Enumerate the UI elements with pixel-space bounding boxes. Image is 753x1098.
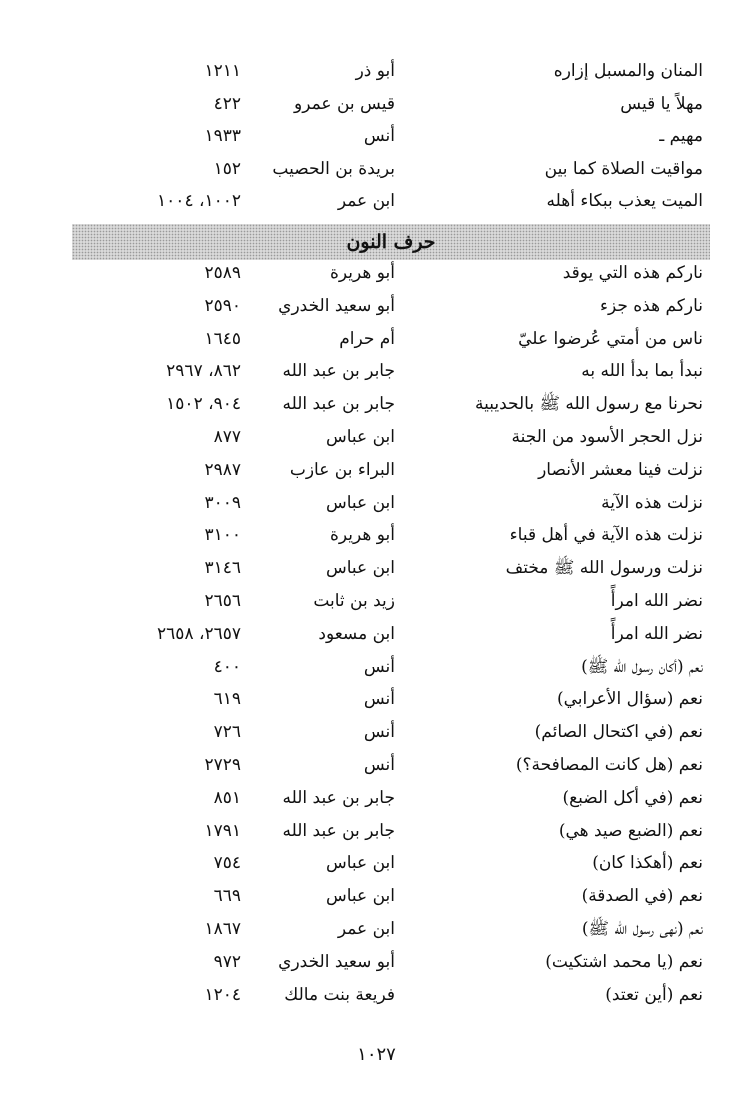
narrator: فريعة بنت مالك (284, 984, 395, 1005)
section-header-band (72, 224, 710, 260)
hadith-numbers: ١٢١١ (204, 61, 241, 81)
hadith-text: ناس من أمتي عُرضوا عليّ (518, 328, 703, 349)
hadith-numbers: ٨٧٧ (213, 427, 241, 447)
narrator: أنس (363, 126, 395, 146)
hadith-numbers: ٣١٤٦ (204, 558, 241, 579)
hadith-text: نعم (نهى رسول الله ﷺ) (581, 919, 703, 939)
narrator: بريدة بن الحصيب (272, 158, 395, 179)
hadith-text: الميت يعذب ببكاء أهله (546, 191, 703, 211)
index-row (0, 355, 753, 388)
hadith-numbers: ١٥٢ (213, 158, 241, 179)
page-number: ١٠٢٧ (357, 1044, 396, 1065)
hadith-text: نزلت ورسول الله ﷺ مختف (505, 558, 703, 579)
hadith-text: نعم (سؤال الأعرابي) (557, 689, 703, 710)
hadith-text: مهلاً يا قيس (620, 93, 703, 114)
hadith-numbers: ٧٢٦ (213, 722, 241, 743)
narrator: أبو هريرة (329, 263, 395, 283)
hadith-text: نعم (الضبع صيد هي) (558, 820, 703, 841)
index-row (0, 323, 753, 356)
hadith-numbers: ٨٦٢، ٢٩٦٧ (166, 361, 241, 382)
hadith-numbers: ٨٥١ (213, 787, 241, 808)
hadith-text: نعم (أكان رسول الله ﷺ) (581, 656, 703, 677)
hadith-text: نعم (في أكل الضبع) (562, 787, 703, 808)
index-row (0, 421, 753, 454)
index-row (0, 388, 753, 421)
hadith-numbers: ٢٦٥٦ (204, 591, 241, 611)
hadith-numbers: ٢٦٥٧، ٢٦٥٨ (157, 623, 241, 644)
index-row (0, 815, 753, 848)
hadith-numbers: ٦١٩ (213, 689, 241, 710)
index-row (0, 716, 753, 749)
narrator: قيس بن عمرو (294, 93, 395, 114)
hadith-text: نزلت هذه الآية (601, 492, 703, 513)
index-row (0, 552, 753, 585)
narrator: أنس (363, 755, 395, 775)
narrator: جابر بن عبد الله (282, 394, 395, 415)
index-row (0, 880, 753, 913)
hadith-numbers: ٣٠٠٩ (204, 492, 241, 513)
hadith-numbers: ٢٥٨٩ (204, 263, 241, 283)
hadith-numbers: ٦٦٩ (213, 886, 241, 907)
index-row (0, 946, 753, 979)
hadith-text: نزلت هذه الآية في أهل قباء (509, 525, 703, 546)
index-row (0, 782, 753, 815)
hadith-numbers: ٤٢٢ (213, 93, 241, 114)
index-row (0, 257, 753, 290)
hadith-numbers: ١٩٣٣ (204, 126, 241, 146)
narrator: جابر بن عبد الله (282, 787, 395, 808)
hadith-text: نبدأ بما بدأ الله به (581, 361, 703, 382)
index-row (0, 651, 753, 684)
index-row (0, 847, 753, 880)
hadith-numbers: ٢٩٨٧ (204, 459, 241, 480)
index-row (0, 290, 753, 323)
hadith-text: نعم (في الصدقة) (581, 886, 703, 907)
narrator: ابن عباس (325, 886, 395, 907)
hadith-numbers: ١٦٤٥ (204, 328, 241, 349)
narrator: أنس (363, 689, 395, 710)
hadith-numbers: ٢٥٩٠ (204, 295, 241, 316)
narrator: ابن عباس (325, 427, 395, 447)
narrator: ابن عمر (337, 919, 395, 939)
hadith-text: مواقيت الصلاة كما بين (544, 158, 703, 179)
hadith-text: نحرنا مع رسول الله ﷺ بالحديبية (474, 394, 703, 415)
narrator: ابن عباس (325, 853, 395, 874)
index-row (0, 185, 753, 218)
index-row (0, 120, 753, 153)
narrator: أنس (363, 656, 395, 677)
narrator: ابن عمر (337, 191, 395, 211)
hadith-text: مهيم ـ (659, 126, 703, 146)
narrator: ابن عباس (325, 558, 395, 579)
index-row (0, 88, 753, 121)
index-row (0, 454, 753, 487)
hadith-text: المنان والمسبل إزاره (553, 61, 703, 81)
narrator: ابن مسعود (318, 623, 395, 644)
hadith-text: نضر الله امرأً (610, 623, 703, 644)
hadith-text: نعم (أين تعتد) (605, 984, 703, 1005)
index-row (0, 979, 753, 1012)
index-row (0, 55, 753, 88)
narrator: أنس (363, 722, 395, 743)
hadith-numbers: ٣١٠٠ (204, 525, 241, 546)
hadith-text: نعم (هل كانت المصافحة؟) (515, 755, 703, 775)
hadith-text: نزل الحجر الأسود من الجنة (511, 427, 703, 447)
index-row (0, 618, 753, 651)
narrator: زيد بن ثابت (313, 591, 395, 611)
index-row (0, 153, 753, 186)
index-row (0, 519, 753, 552)
hadith-numbers: ٧٥٤ (213, 853, 241, 874)
hadith-numbers: ٩٠٤، ١٥٠٢ (166, 394, 241, 415)
hadith-text: نعم (في اكتحال الصائم) (534, 722, 703, 743)
index-row (0, 683, 753, 716)
narrator: أبو سعيد الخدري (278, 951, 395, 972)
narrator: جابر بن عبد الله (282, 361, 395, 382)
hadith-text: نعم (أهكذا كان) (592, 853, 703, 874)
hadith-numbers: ١٠٠٢، ١٠٠٤ (157, 191, 241, 211)
hadith-text: نضر الله امرأً (610, 591, 703, 611)
narrator: البراء بن عازب (289, 459, 395, 480)
narrator: ابن عباس (325, 492, 395, 513)
hadith-text: نزلت فينا معشر الأنصار (538, 459, 703, 480)
hadith-numbers: ٢٧٢٩ (204, 755, 241, 775)
index-row (0, 913, 753, 946)
index-row (0, 585, 753, 618)
hadith-text: نعم (يا محمد اشتكيت) (545, 951, 703, 972)
narrator: أبو هريرة (329, 525, 395, 546)
hadith-text: ناركم هذه جزء (599, 295, 703, 316)
narrator: أم حرام (339, 328, 395, 349)
hadith-numbers: ٩٧٢ (213, 951, 241, 972)
hadith-text: ناركم هذه التي يوقد (562, 263, 703, 283)
hadith-numbers: ١٢٠٤ (204, 984, 241, 1005)
narrator: أبو ذر (355, 61, 395, 81)
hadith-numbers: ١٧٩١ (204, 820, 241, 841)
section-header: حرف النون (346, 231, 436, 253)
index-row (0, 749, 753, 782)
hadith-numbers: ٤٠٠ (213, 656, 241, 677)
narrator: أبو سعيد الخدري (278, 295, 395, 316)
narrator: جابر بن عبد الله (282, 820, 395, 841)
hadith-numbers: ١٨٦٧ (204, 919, 241, 939)
index-row (0, 487, 753, 520)
